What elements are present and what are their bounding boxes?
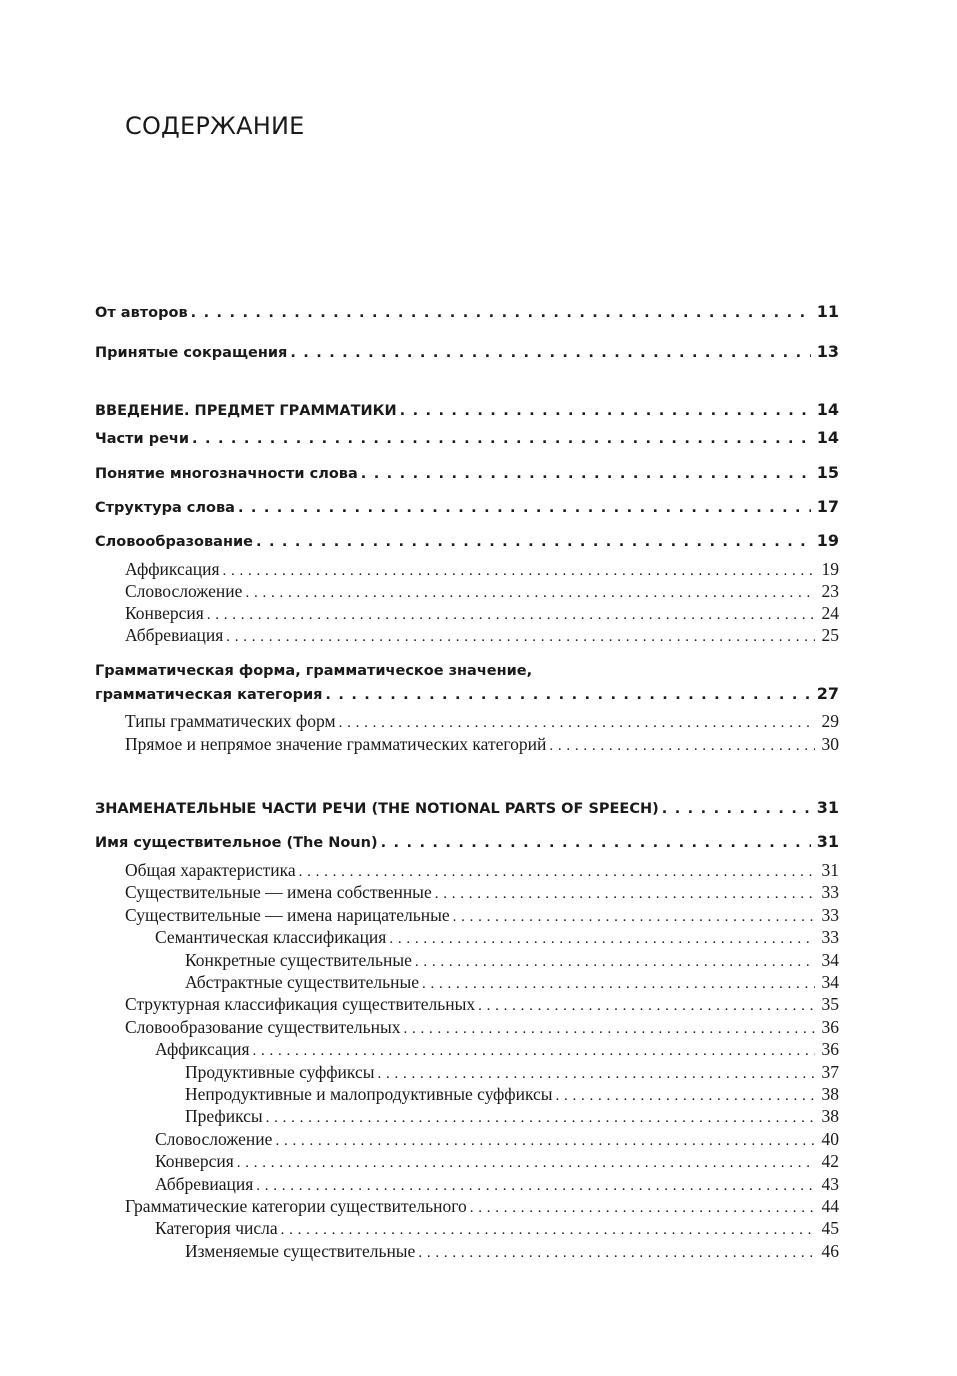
- toc-entry-page: 17: [816, 497, 839, 516]
- toc-entry-page: 36: [821, 1039, 839, 1059]
- toc-subentry[interactable]: [185, 1084, 839, 1105]
- toc-entry-title: Продуктивные суффиксы: [185, 1062, 375, 1082]
- toc-subentry[interactable]: [125, 625, 839, 646]
- toc-leader-dots: [281, 1222, 815, 1239]
- toc-entry-page: 14: [816, 428, 839, 447]
- toc-entry-title: Части речи: [95, 431, 190, 447]
- toc-entry-page: 44: [821, 1196, 839, 1216]
- toc-leader-dots: [325, 687, 811, 703]
- toc-entry-title: Аббревиация: [125, 625, 224, 645]
- toc-leader-dots: [238, 500, 811, 516]
- toc-leader-dots: [662, 801, 811, 817]
- toc-subentry[interactable]: [125, 905, 839, 926]
- toc-entry-title-line1: Грамматическая форма, грамматическое значение,: [95, 663, 533, 679]
- toc-subentry[interactable]: [155, 1218, 839, 1239]
- toc-subentry[interactable]: [155, 1151, 839, 1172]
- toc-leader-dots: [253, 1043, 815, 1060]
- toc-leader-dots: [299, 864, 815, 881]
- toc-subentry[interactable]: [155, 1129, 839, 1150]
- toc-leader-dots: [192, 431, 811, 447]
- toc-leader-dots: [266, 1110, 815, 1127]
- toc-entry-title: Конверсия: [125, 603, 204, 623]
- toc-entry-title: Аффиксация: [155, 1039, 250, 1059]
- toc-entry-title: Словообразование: [95, 534, 253, 550]
- toc-entry-page: 34: [821, 950, 839, 970]
- toc-entry[interactable]: [95, 497, 839, 516]
- toc-leader-dots: [453, 909, 815, 926]
- toc-leader-dots: [389, 931, 815, 948]
- toc-entry-page: 40: [821, 1129, 839, 1149]
- toc-leader-dots: [549, 738, 815, 755]
- toc-subentry[interactable]: [125, 559, 839, 580]
- toc-subentry[interactable]: [155, 1174, 839, 1195]
- toc-entry-page: 45: [821, 1218, 839, 1238]
- toc-entry-title: Общая характеристика: [125, 860, 296, 880]
- toc-entry-page: 24: [821, 603, 839, 623]
- toc-entry-page: 38: [821, 1084, 839, 1104]
- toc-entry-title: ВВЕДЕНИЕ. ПРЕДМЕТ ГРАММАТИКИ: [95, 403, 397, 419]
- toc-entry-page: 31: [816, 832, 839, 851]
- toc-subentry[interactable]: [125, 1017, 839, 1038]
- toc-entry-page: 42: [821, 1151, 839, 1171]
- toc-entry-page: 27: [816, 684, 839, 703]
- toc-leader-dots: [381, 835, 811, 851]
- toc-entry-title: Словообразование существительных: [125, 1017, 401, 1037]
- toc-subentry[interactable]: [125, 603, 839, 624]
- toc-entry[interactable]: [95, 684, 839, 703]
- toc-entry-page: 19: [816, 531, 839, 550]
- toc-subentry[interactable]: [185, 1241, 839, 1262]
- toc-leader-dots: [418, 1245, 815, 1262]
- toc-entry-page: 33: [821, 927, 839, 947]
- toc-entry-title: Структурная классификация существительных: [125, 994, 476, 1014]
- toc-entry-page: 33: [821, 882, 839, 902]
- toc-subentry[interactable]: [155, 927, 839, 948]
- toc-subentry[interactable]: [185, 950, 839, 971]
- toc-entry-title: Грамматические категории существительного: [125, 1196, 467, 1216]
- toc-entry-title: Конверсия: [155, 1151, 234, 1171]
- toc-entry-page: 11: [816, 302, 839, 321]
- toc-entry-page: 31: [816, 798, 839, 817]
- toc-leader-dots: [256, 1178, 815, 1195]
- toc-entry[interactable]: [95, 342, 839, 361]
- toc-leader-dots: [403, 1021, 815, 1038]
- toc-entry-title: Конкретные существительные: [185, 950, 412, 970]
- toc-leader-dots: [435, 886, 815, 903]
- toc-entry-title: Непродуктивные и малопродуктивные суффиксы: [185, 1084, 553, 1104]
- toc-subentry[interactable]: [125, 711, 839, 732]
- toc-entry-page: 38: [821, 1106, 839, 1126]
- toc-subentry[interactable]: [185, 972, 839, 993]
- toc-entry-title: ЗНАМЕНАТЕЛЬНЫЕ ЧАСТИ РЕЧИ (THE NOTIONAL PARTS OF SPEECH): [95, 801, 659, 817]
- toc-subentry[interactable]: [125, 994, 839, 1015]
- toc-leader-dots: [226, 629, 815, 646]
- toc-entry[interactable]: [95, 302, 839, 321]
- toc-leader-dots: [223, 563, 815, 580]
- toc-entry-title: Прямое и непрямое значение грамматических категорий: [125, 734, 547, 754]
- toc-entry-title: Словосложение: [155, 1129, 273, 1149]
- toc-entry[interactable]: [95, 531, 839, 550]
- toc-leader-dots: [415, 954, 815, 971]
- toc-entry-page: 37: [821, 1062, 839, 1082]
- toc-leader-dots: [191, 305, 811, 321]
- toc-leader-dots: [361, 466, 811, 482]
- toc-entry-title: От авторов: [95, 305, 188, 321]
- toc-entry-page: 34: [821, 972, 839, 992]
- toc-entry-page: 46: [821, 1241, 839, 1261]
- toc-entry[interactable]: [95, 463, 839, 482]
- toc-subentry[interactable]: [125, 1196, 839, 1217]
- toc-subentry[interactable]: [125, 734, 839, 755]
- toc-leader-dots: [377, 1066, 815, 1083]
- toc-leader-dots: [275, 1133, 815, 1150]
- toc-leader-dots: [470, 1200, 815, 1217]
- toc-entry-title: Существительные — имена собственные: [125, 882, 432, 902]
- toc-leader-dots: [290, 345, 811, 361]
- toc-entry-page: 14: [816, 400, 839, 419]
- toc-entry-title: Типы грамматических форм: [125, 711, 336, 731]
- page-title: СОДЕРЖАНИЕ: [125, 112, 305, 140]
- toc-entry-title: Имя существительное (The Noun): [95, 835, 378, 851]
- toc-entry-page: 31: [821, 860, 839, 880]
- toc-entry-page: 13: [816, 342, 839, 361]
- toc-leader-dots: [237, 1155, 815, 1172]
- toc-entry-title: Словосложение: [125, 581, 243, 601]
- toc-leader-dots: [245, 585, 815, 602]
- toc-leader-dots: [556, 1088, 815, 1105]
- toc-entry-title: Принятые сокращения: [95, 345, 288, 361]
- toc-subentry[interactable]: [125, 581, 839, 602]
- toc-entry-title: Аффиксация: [125, 559, 220, 579]
- toc-leader-dots: [256, 534, 811, 550]
- toc-leader-dots: [339, 715, 815, 732]
- toc-entry-title: Семантическая классификация: [155, 927, 387, 947]
- toc-leader-dots: [422, 976, 815, 993]
- toc-leader-dots: [400, 403, 811, 419]
- toc-entry-page: 36: [821, 1017, 839, 1037]
- toc-entry-page: 23: [821, 581, 839, 601]
- toc-subentry[interactable]: [185, 1106, 839, 1127]
- toc-entry-page: 19: [821, 559, 839, 579]
- toc-entry-page: 15: [816, 463, 839, 482]
- toc-entry-title: Аббревиация: [155, 1174, 254, 1194]
- toc-entry-page: 29: [821, 711, 839, 731]
- toc-subentry[interactable]: [185, 1062, 839, 1083]
- toc-subentry[interactable]: [125, 882, 839, 903]
- toc-entry-title: Категория числа: [155, 1218, 278, 1238]
- toc-entry-title: Понятие многозначности слова: [95, 466, 358, 482]
- toc-entry-page: 43: [821, 1174, 839, 1194]
- toc-entry-title: Структура слова: [95, 500, 235, 516]
- toc-entry[interactable]: [95, 832, 839, 851]
- toc-entry-title: грамматическая категория: [95, 687, 323, 703]
- toc-entry-page: 30: [821, 734, 839, 754]
- toc-subentry[interactable]: [155, 1039, 839, 1060]
- toc-entry-page: 33: [821, 905, 839, 925]
- toc-leader-dots: [478, 998, 815, 1015]
- toc-entry-page: 25: [821, 625, 839, 645]
- toc-entry-title: Абстрактные существительные: [185, 972, 420, 992]
- toc-entry-page: 35: [821, 994, 839, 1014]
- toc-leader-dots: [207, 607, 815, 624]
- toc-subentry[interactable]: [125, 860, 839, 881]
- toc-section-heading[interactable]: [95, 400, 839, 419]
- toc-entry-title: Существительные — имена нарицательные: [125, 905, 450, 925]
- toc-entry-title: Префиксы: [185, 1106, 263, 1126]
- toc-entry[interactable]: [95, 428, 839, 447]
- toc-section-heading[interactable]: [95, 798, 839, 817]
- toc-entry-title: Изменяемые существительные: [185, 1241, 416, 1261]
